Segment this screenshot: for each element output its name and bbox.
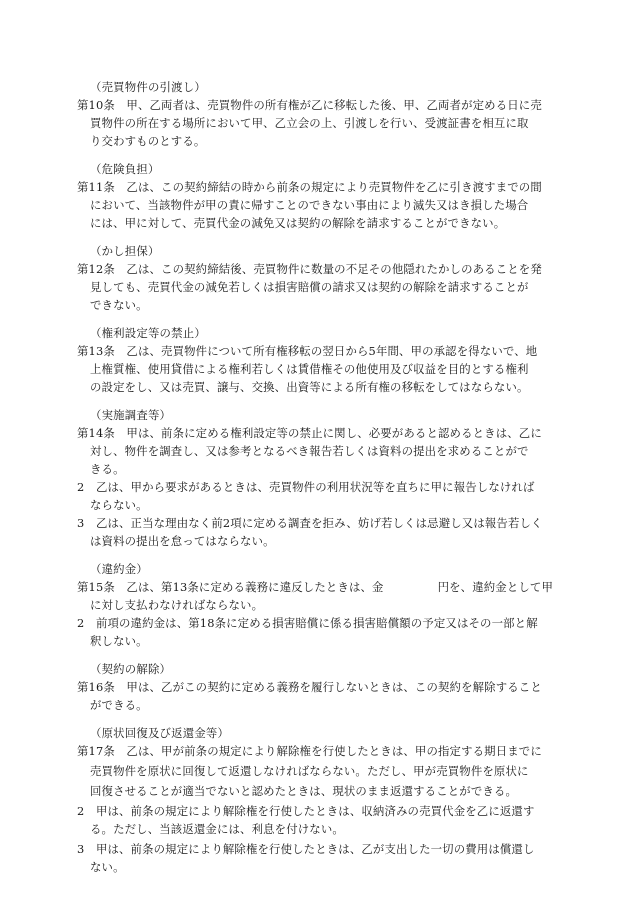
article-15-line-2: に対し支払わなければならない。: [90, 598, 264, 612]
article-17-para-3-line-2: ない。: [90, 860, 125, 874]
article-15-para-2-line-1: 2 前項の違約金は、第18条に定める損害賠償に係る損害賠償額の予定又はその一部と解: [77, 616, 538, 630]
article-16-line-2: ができる。: [90, 698, 148, 712]
article-14-para-3-line-1: 3 乙は、正当な理由なく前2項に定める調査を拒み、妨げ若しくは忌避し又は報告若しく: [77, 516, 543, 530]
article-10-line-2: 買物件の所在する場所において甲、乙立会の上、引渡しを行い、受渡証書を相互に取: [90, 116, 529, 130]
article-17-para-2-line-2: る。ただし、当該返還金には、利息を付けない。: [90, 822, 344, 836]
article-17-line-3: 回復させることが適当でないと認めたときは、現状のまま返還することができる。: [90, 784, 518, 798]
article-16-line-1: 第16条 甲は、乙がこの契約に定める義務を履行しないときは、この契約を解除すること: [77, 680, 542, 694]
article-14-para-2-line-2: ならない。: [90, 498, 148, 512]
article-11-line-1: 第11条 乙は、この契約締結の時から前条の規定により売買物件を乙に引き渡すまでの間: [77, 180, 542, 194]
article-15-heading: （違約金）: [90, 562, 148, 576]
article-12-heading: （かし担保）: [90, 244, 160, 258]
article-15-line-1-end: 円を、違約金として甲: [437, 580, 553, 594]
article-17-para-2-line-1: 2 甲は、前条の規定により解除権を行使したときは、収納済みの売買代金を乙に返還す: [77, 804, 535, 818]
article-15-line-1-start: 第15条 乙は、第13条に定める義務に違反したときは、金: [77, 580, 384, 594]
article-14-line-1: 第14条 甲は、前条に定める権利設定等の禁止に関し、必要があると認めるときは、乙に: [77, 426, 542, 440]
article-12-line-2: 見しても、売買代金の減免若しくは損害賠償の請求又は契約の解除を請求することが: [90, 280, 529, 294]
article-13-heading: （権利設定等の禁止）: [90, 326, 206, 340]
article-14-line-3: きる。: [90, 462, 125, 476]
article-13-line-2: 上権質権、使用貸借による権利若しくは賃借権その他使用及び収益を目的とする権利: [90, 362, 529, 376]
article-14-heading: （実施調査等）: [90, 408, 172, 422]
article-17-line-2: 売買物件を原状に回復して返還しなければならない。ただし、甲が売買物件を原状に: [90, 764, 529, 778]
article-14-line-2: 対し、物件を調査し、又は参考となるべき報告若しくは資料の提出を求めることがで: [90, 444, 529, 458]
article-16-heading: （契約の解除）: [90, 662, 172, 676]
article-14-para-2-line-1: 2 乙は、甲から要求があるときは、売買物件の利用状況等を直ちに甲に報告しなければ: [77, 480, 535, 494]
article-17-heading: （原状回復及び返還金等）: [90, 726, 230, 740]
article-10-line-1: 第10条 甲、乙両者は、売買物件の所有権が乙に移転した後、甲、乙両者が定める日に売: [77, 98, 542, 112]
article-11-heading: （危険負担）: [90, 162, 160, 176]
article-17-para-3-line-1: 3 甲は、前条の規定により解除権を行使したときは、乙が支出した一切の費用は償還し: [77, 842, 535, 856]
article-11-line-3: には、甲に対して、売買代金の減免又は契約の解除を請求することができない。: [90, 216, 506, 230]
article-12-line-3: できない。: [90, 298, 148, 312]
article-15-line-1: [77, 578, 557, 596]
article-10-heading: （売買物件の引渡し）: [90, 80, 206, 94]
article-17-line-1: 第17条 乙は、甲が前条の規定により解除権を行使したときは、甲の指定する期日までに: [77, 744, 542, 758]
article-15-para-2-line-2: 釈しない。: [90, 634, 148, 648]
article-12-line-1: 第12条 乙は、この契約締結後、売買物件に数量の不足その他隠れたかしのあることを発: [77, 262, 542, 276]
article-10-line-3: り交わすものとする。: [90, 134, 206, 148]
article-13-line-3: の設定をし、又は売買、譲与、交換、出資等による所有権の移転をしてはならない。: [90, 380, 529, 394]
article-14-para-3-line-2: は資料の提出を怠ってはならない。: [90, 534, 275, 548]
article-11-line-2: において、当該物件が甲の責に帰すことのできない事由により滅失又はき損した場合: [90, 198, 529, 212]
article-13-line-1: 第13条 乙は、売買物件について所有権移転の翌日から5年間、甲の承認を得ないで、地: [77, 344, 538, 358]
